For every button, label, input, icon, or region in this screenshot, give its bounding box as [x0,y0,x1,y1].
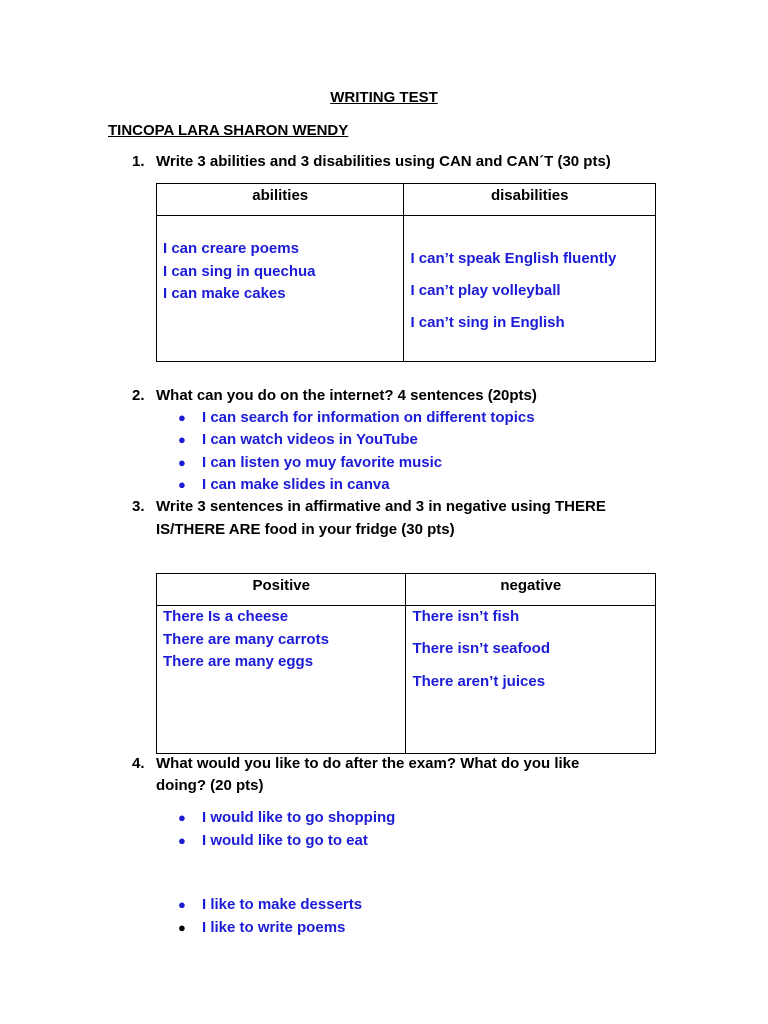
like-doing-item: I like to make desserts [202,896,363,913]
fridge-table [156,573,656,754]
disability-item: I can’t sing in English [410,314,565,331]
question-3-text-line1: Write 3 sentences in affirmative and 3 in negative using THERE [156,498,606,515]
internet-item: I can search for information on different topics [202,409,535,426]
page-title: WRITING TEST [330,89,438,106]
disabilities-cell [404,216,656,362]
student-name: TINCOPA LARA SHARON WENDY [108,122,349,139]
after-exam-item: I would like to go to eat [202,832,368,849]
negative-item: There isn’t seafood [412,640,551,657]
bullet-icon: ● [178,477,186,492]
bullet-icon: ● [178,920,186,935]
question-4-text-line2: doing? (20 pts) [156,777,264,794]
negative-cell [406,606,656,754]
disabilities-header-cell [404,184,656,216]
ability-item: I can sing in quechua [163,263,316,280]
question-1-number: 1. [132,153,145,170]
question-1-text: Write 3 abilities and 3 disabilities using CAN and CAN´T (30 pts) [156,153,611,170]
disability-item: I can’t play volleyball [410,282,561,299]
abilities-table [156,183,656,362]
like-doing-item: I like to write poems [202,919,346,936]
ability-item: I can make cakes [163,285,286,302]
after-exam-item: I would like to go shopping [202,809,396,826]
bullet-icon: ● [178,833,186,848]
positive-header-cell [157,574,406,606]
bullet-icon: ● [178,410,186,425]
internet-item: I can watch videos in YouTube [202,431,418,448]
ability-item: I can creare poems [163,240,299,257]
negative-item: There aren’t juices [412,673,546,690]
bullet-icon: ● [178,432,186,447]
bullet-icon: ● [178,897,186,912]
negative-header-cell [406,574,656,606]
positive-item: There are many carrots [163,631,329,648]
bullet-icon: ● [178,455,186,470]
positive-cell [157,606,406,754]
abilities-cell [157,216,404,362]
positive-item: There Is a cheese [163,608,289,625]
internet-item: I can listen yo muy favorite music [202,454,443,471]
internet-item: I can make slides in canva [202,476,390,493]
positive-header: Positive [252,577,310,594]
disability-item: I can’t speak English fluently [410,250,617,267]
question-2-number: 2. [132,387,145,404]
bullet-icon: ● [178,810,186,825]
negative-item: There isn’t fish [412,608,520,625]
question-3-number: 3. [132,498,145,515]
abilities-header: abilities [252,187,309,204]
abilities-header-cell [157,184,404,216]
question-2-text: What can you do on the internet? 4 sentences (20pts) [156,387,537,404]
question-4-number: 4. [132,755,145,772]
question-3-text-line2: IS/THERE ARE food in your fridge (30 pts) [156,521,455,538]
disabilities-header: disabilities [490,187,569,204]
negative-header: negative [500,577,562,594]
positive-item: There are many eggs [163,653,314,670]
question-4-text-line1: What would you like to do after the exam? What do you like [156,755,580,772]
